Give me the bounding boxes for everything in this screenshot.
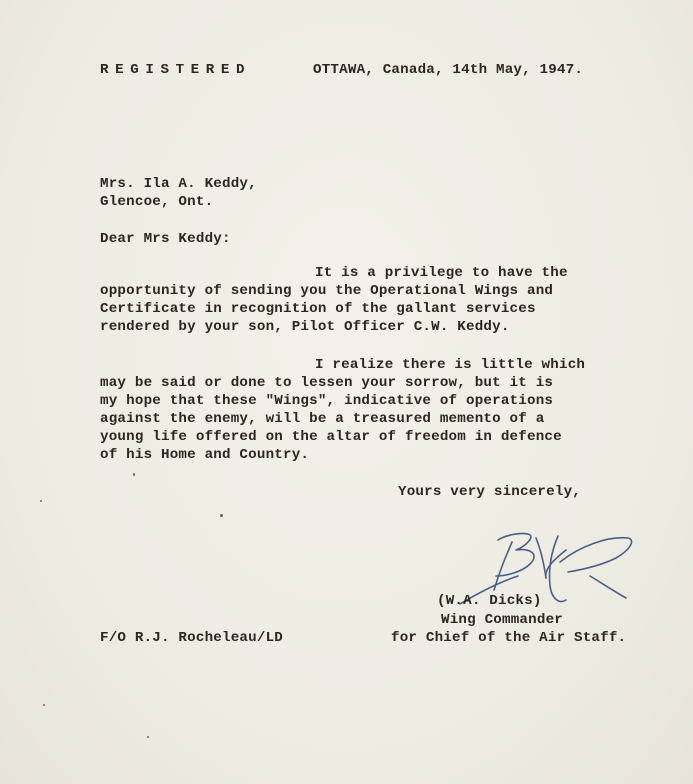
reference-initials: F/O R.J. Rocheleau/LD: [100, 630, 283, 646]
addressee-place: Glencoe, Ont.: [100, 194, 214, 210]
paragraph-1-line-1: It is a privilege to have the: [315, 265, 568, 281]
paragraph-1-line-2: opportunity of sending you the Operational Wings and: [100, 283, 554, 299]
addressee-name: Mrs. Ila A. Keddy,: [100, 176, 257, 192]
paragraph-1-line-3: Certificate in recognition of the gallant services: [100, 301, 536, 317]
paper-speck: [220, 514, 223, 517]
signer-office: for Chief of the Air Staff.: [391, 630, 627, 646]
paragraph-2-line-2: may be said or done to lessen your sorrow, but it is: [100, 375, 554, 391]
closing: Yours very sincerely,: [398, 484, 581, 500]
paragraph-2-line-4: against the enemy, will be a treasured memento of a: [100, 411, 545, 427]
paragraph-2-line-1: I realize there is little which: [315, 357, 586, 373]
paper-speck: [133, 473, 135, 476]
salutation: Dear Mrs Keddy:: [100, 231, 231, 247]
signer-name: (W.A. Dicks): [437, 593, 542, 609]
registered-stamp: REGISTERED: [100, 62, 252, 78]
signer-rank: Wing Commander: [441, 612, 563, 628]
paper-speck: [40, 500, 42, 502]
paper-speck: [147, 736, 149, 738]
dateline: OTTAWA, Canada, 14th May, 1947.: [313, 62, 584, 78]
paragraph-2-line-3: my hope that these "Wings", indicative of operations: [100, 393, 554, 409]
paragraph-2-line-5: young life offered on the altar of freedom in defence: [100, 429, 562, 445]
paper-speck: [43, 704, 45, 706]
paragraph-2-line-6: of his Home and Country.: [100, 447, 310, 463]
paragraph-1-line-4: rendered by your son, Pilot Officer C.W. Keddy.: [100, 319, 510, 335]
